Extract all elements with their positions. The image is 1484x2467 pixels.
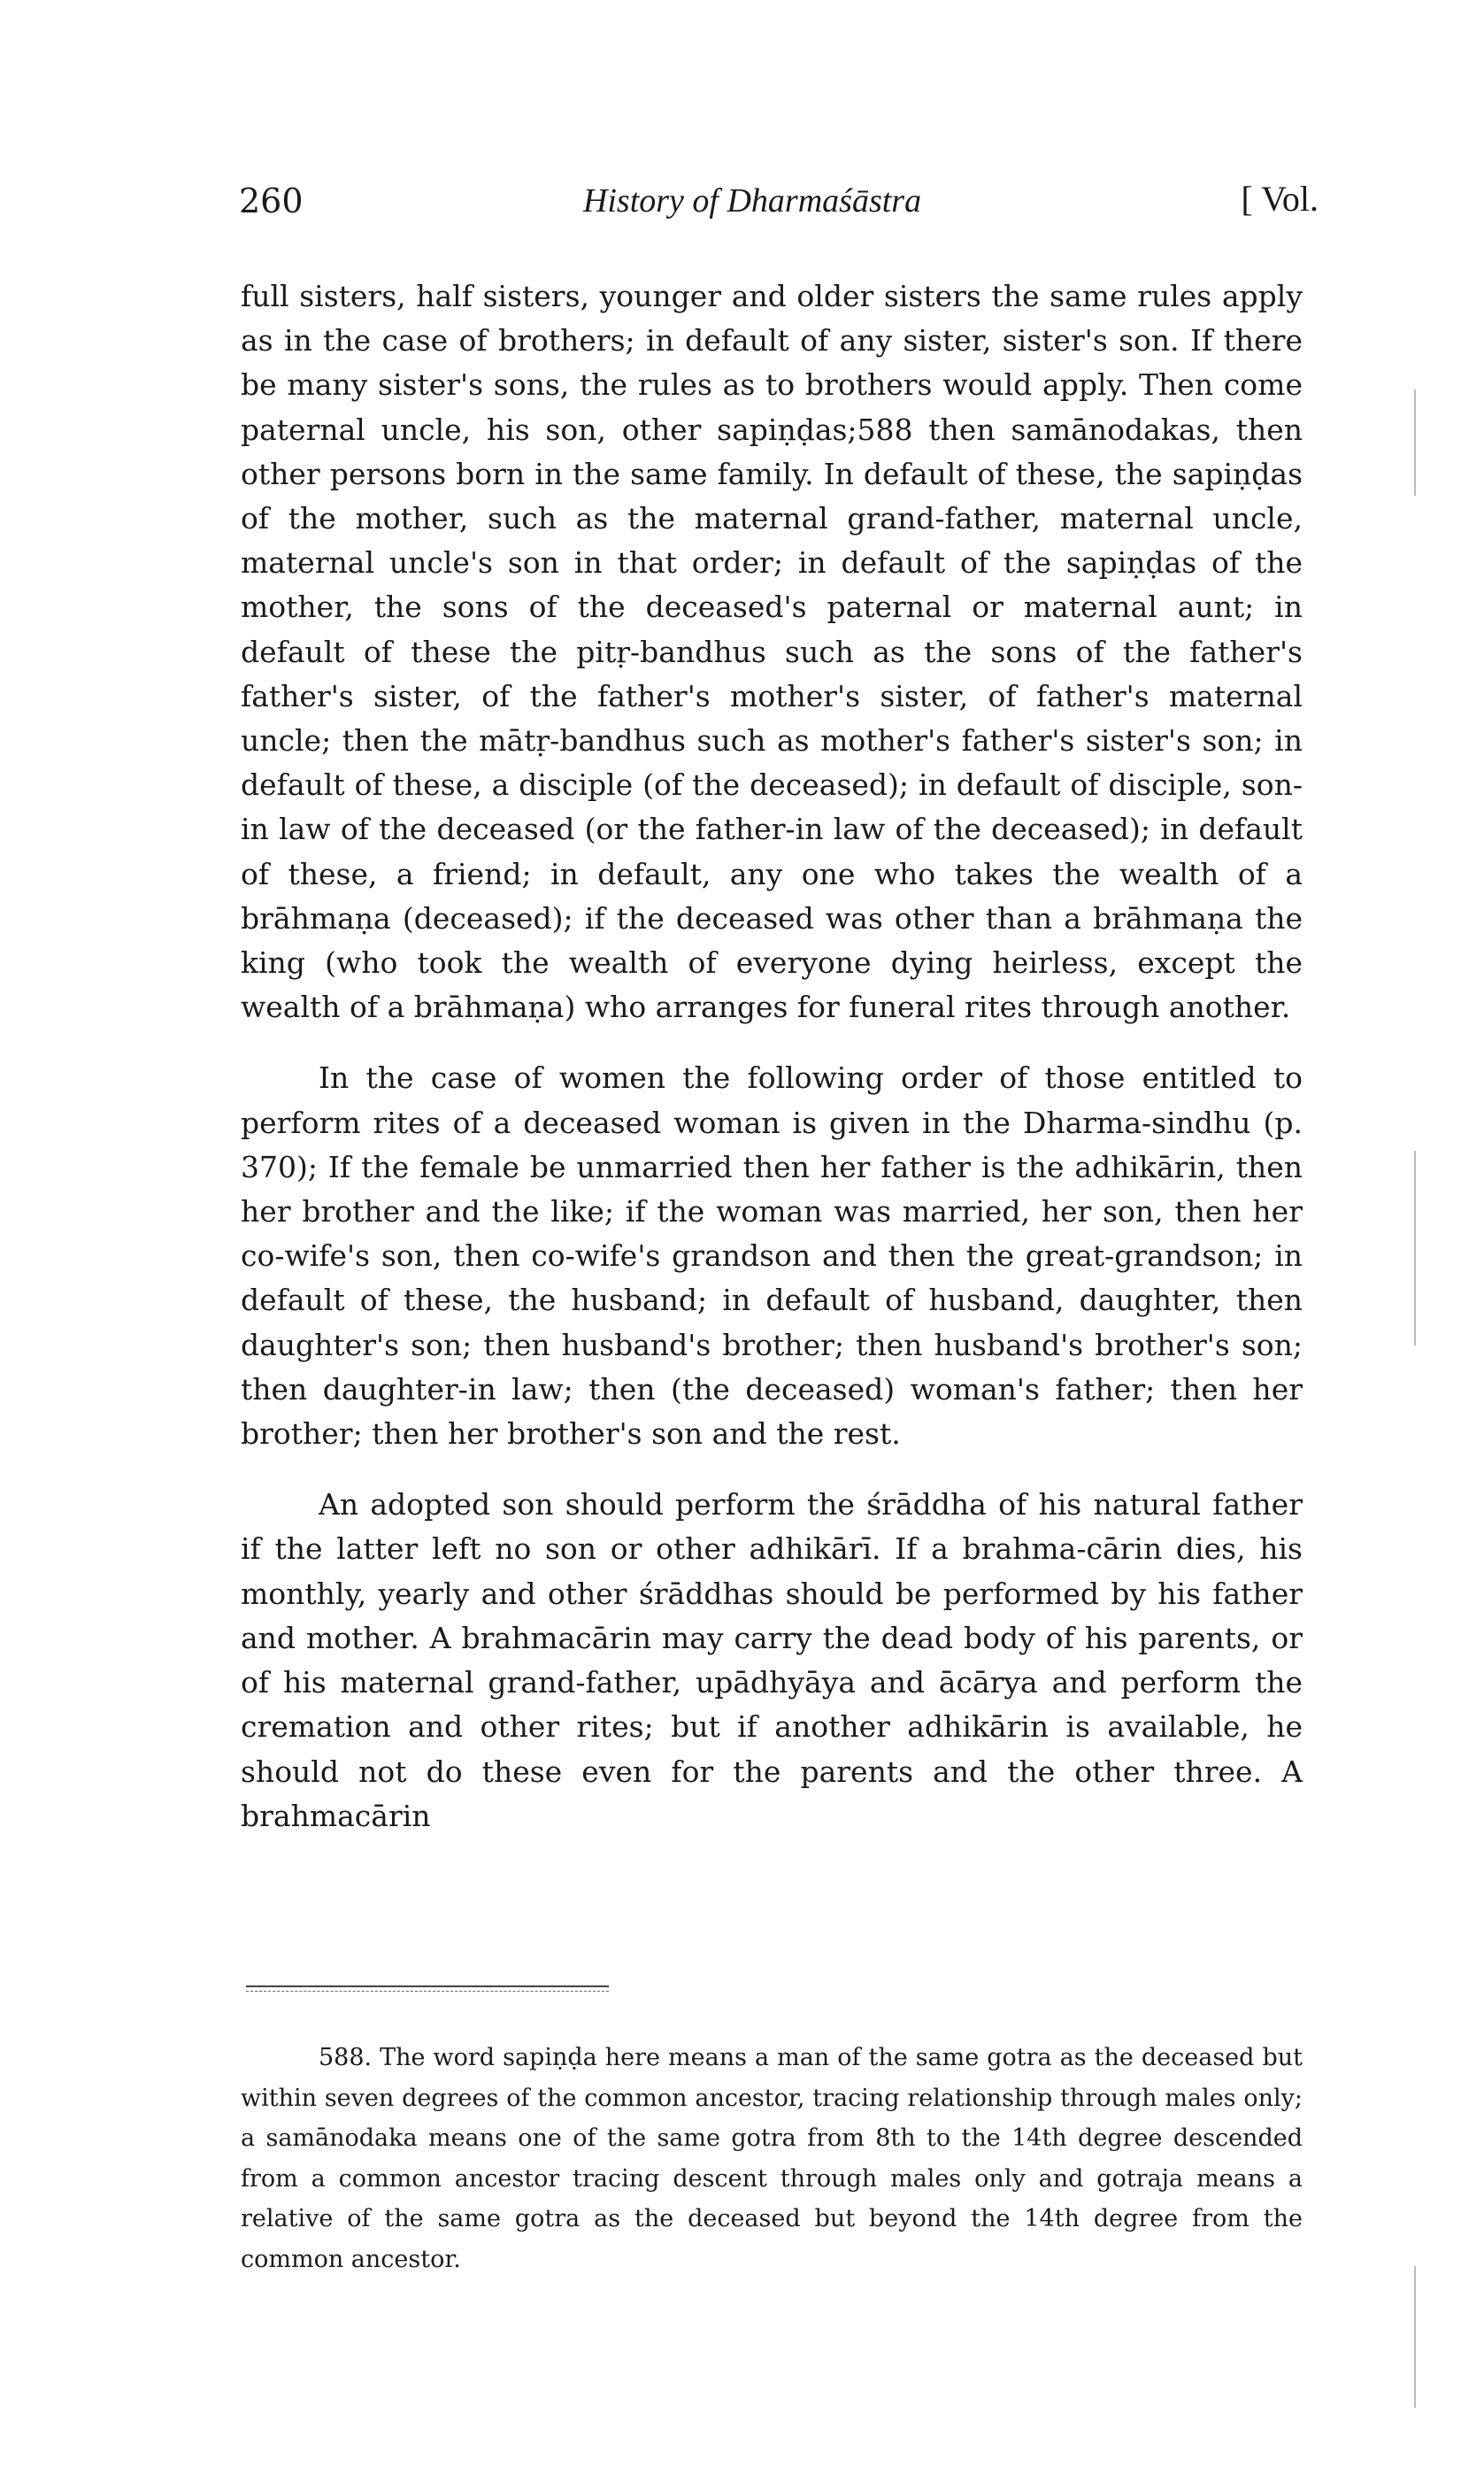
scan-edge-mark <box>1414 1151 1416 1345</box>
paragraph: In the case of women the following order of those entitled to perform rites of a deceased woman is given in the Dharma-sindhu (p. 370); If the female be unmarried then her father is the adhikārin, then her brother and the like; if the woman was married, her son, then her co-wife's son, then co-wife's grandson and then the great-grandson; in default of these, the husband; in default of husband, daughter, then daughter's son; then husband's brother; then husband's brother's son; then daughter-in law; then (the deceased) woman's father; then her brother; then her brother's son and the rest. <box>241 1060 1303 1452</box>
footnote: 588. The word sapiṇḍa here means a man of the same gotra as the deceased but within seven degrees of the common ancestor, tracing relationship through males only; a samānodaka means one of the same gotra from 8th to the 14th degree descended from a common ancestor tracing descent through males only and gotraja means a relative of the same gotra as the deceased but beyond the 14th degree from the common ancestor. <box>241 2044 1303 2273</box>
body-text <box>241 274 1303 1839</box>
volume-mark: [ Vol. <box>1241 179 1319 219</box>
footnote-rule <box>246 1985 609 1987</box>
scan-edge-mark <box>1414 2266 1416 2408</box>
footnote-rule-secondary <box>246 1991 609 1992</box>
page-number: 260 <box>239 181 304 220</box>
paragraph: full sisters, half sisters, younger and older sisters the same rules apply as in the case of brothers; in default of any sister, sister's son. If there be many sister's sons, the rules as to brothers would apply. Then come paternal uncle, his son, other sapiṇḍas;588 then samānodakas, then other persons born in the same family. In default of these, the sapiṇḍas of the mother, such as the maternal grand-father, maternal uncle, maternal uncle's son in that order; in default of the sapiṇḍas of the mother, the sons of the deceased's paternal or maternal aunt; in default of these the pitṛ-bandhus such as the sons of the father's father's sister, of the father's mother's sister, of father's maternal uncle; then the mātṛ-bandhus such as mother's father's sister's son; in default of these, a disciple (of the deceased); in default of disciple, son-in law of the deceased (or the father-in law of the deceased); in default of these, a friend; in default, any one who takes the wealth of a brāhmaṇa (deceased); if the deceased was other than a brāhmaṇa the king (who took the wealth of everyone dying heirless, except the wealth of a brāhmaṇa) who arranges for funeral rites through another. <box>241 279 1303 1025</box>
paragraph: An adopted son should perform the śrāddha of his natural father if the latter left no son or other adhikārī. If a brahma-cārin dies, his monthly, yearly and other śrāddhas should be performed by his father and mother. A brahmacārin may carry the dead body of his parents, or of his maternal grand-father, upādhyāya and ācārya and perform the cremation and other rites; but if another adhikārin is available, he should not do these even for the parents and the other three. A brahmacārin <box>241 1487 1303 1833</box>
running-title: History of Dharmaśāstra <box>582 182 922 220</box>
scan-edge-mark <box>1414 389 1416 496</box>
page-header <box>239 181 1319 235</box>
